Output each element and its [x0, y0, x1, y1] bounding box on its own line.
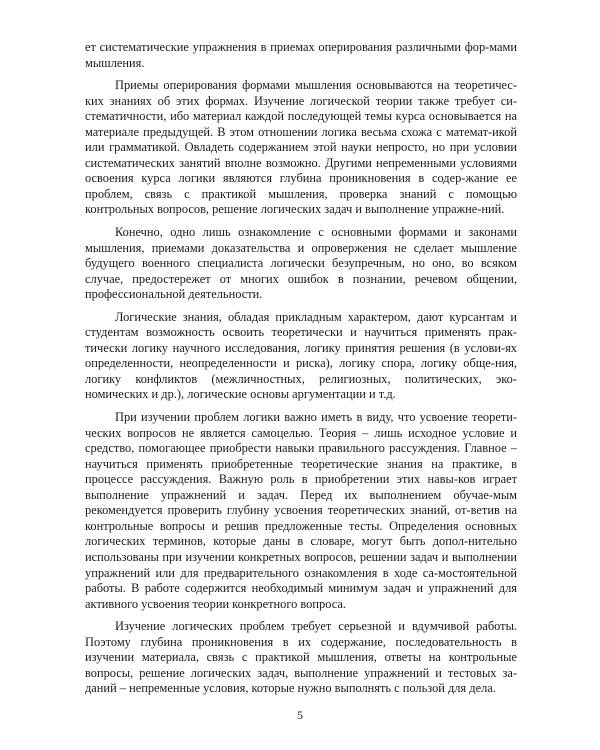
page-number: 5 [297, 708, 303, 722]
document-body [85, 40, 517, 704]
paragraph: Логические знания, обладая прикладным характером, дают курсантам и студентам возможность освоить теоретически и научиться применять прак-тически логику научного исследования, логику принятия решения (в услови-ях определенности, неопределенности и риска), логику спора, логику обще-ния, логику конфликтов (межличностных, религиозных, политических, эко-номических и др.), логические основы аргументации и т.д. [85, 309, 517, 402]
paragraph: Конечно, одно лишь ознакомление с основными формами и законами мышления, приемами доказательства и опровержения не сделает мышление будущего военного специалиста логически безупречным, но оно, во всяком случае, предостережет от многих ошибок в познании, речевом общении, профессиональной деятельности. [85, 225, 517, 302]
paragraph-continuation: ет систематические упражнения в приемах оперирования различными фор-мами мышления. [85, 40, 517, 70]
paragraph: Изучение логических проблем требует серьезной и вдумчивой работы. Поэтому глубина проникновения в их содержание, последовательность в изучении материала, связь с практикой мышления, ответы на контрольные вопросы, решение логических задач, выполнение упражнений и тестовых за-даний – непременные условия, которые нужно выполнять с пользой для дела. [85, 619, 517, 696]
paragraph: При изучении проблем логики важно иметь в виду, что усвоение теорети-ческих вопросов не является самоцелью. Теория – лишь исходное условие и средство, помогающее приобрести навыки правильного рассуждения. Главное – научиться применять приобретенные теоретические знания на практике, в процессе рассуждения. Важную роль в приобретении этих навы-ков играет выполнение упражнений и задач. Перед их выполнением обучае-мым рекомендуется проверить глубину усвоения теоретических знаний, от-ветив на контрольные вопросы и решив предложенные тесты. Определения основных логических терминов, которые даны в словаре, могут быть допол-нительно использованы при изучении конкретных вопросов, решении задач и выполнении упражнений или для предварительного ознакомления в ходе са-мостоятельной работы. В работе содержится необходимый минимум задач и упражнений для активного усвоения теории конкретного вопроса. [85, 410, 517, 611]
paragraph: Приемы оперирования формами мышления основываются на теоретичес-ких знаниях об этих формах. Изучение логической теории также требует си-стематичности, ибо материал каждой последующей темы курса основывается на материале предыдущей. В этом отношении логика весьма схожа с математ-икой или грамматикой. Овладеть содержанием этой науки непросто, но при условии систематических занятий вполне возможно. Другими непременными условиями освоения курса логики являются глубина проникновения в содер-жание ее проблем, связь с практикой мышления, проверка знаний с помощью контрольных вопросов, решение логических задач и выполнение упражне-ний. [85, 78, 517, 217]
